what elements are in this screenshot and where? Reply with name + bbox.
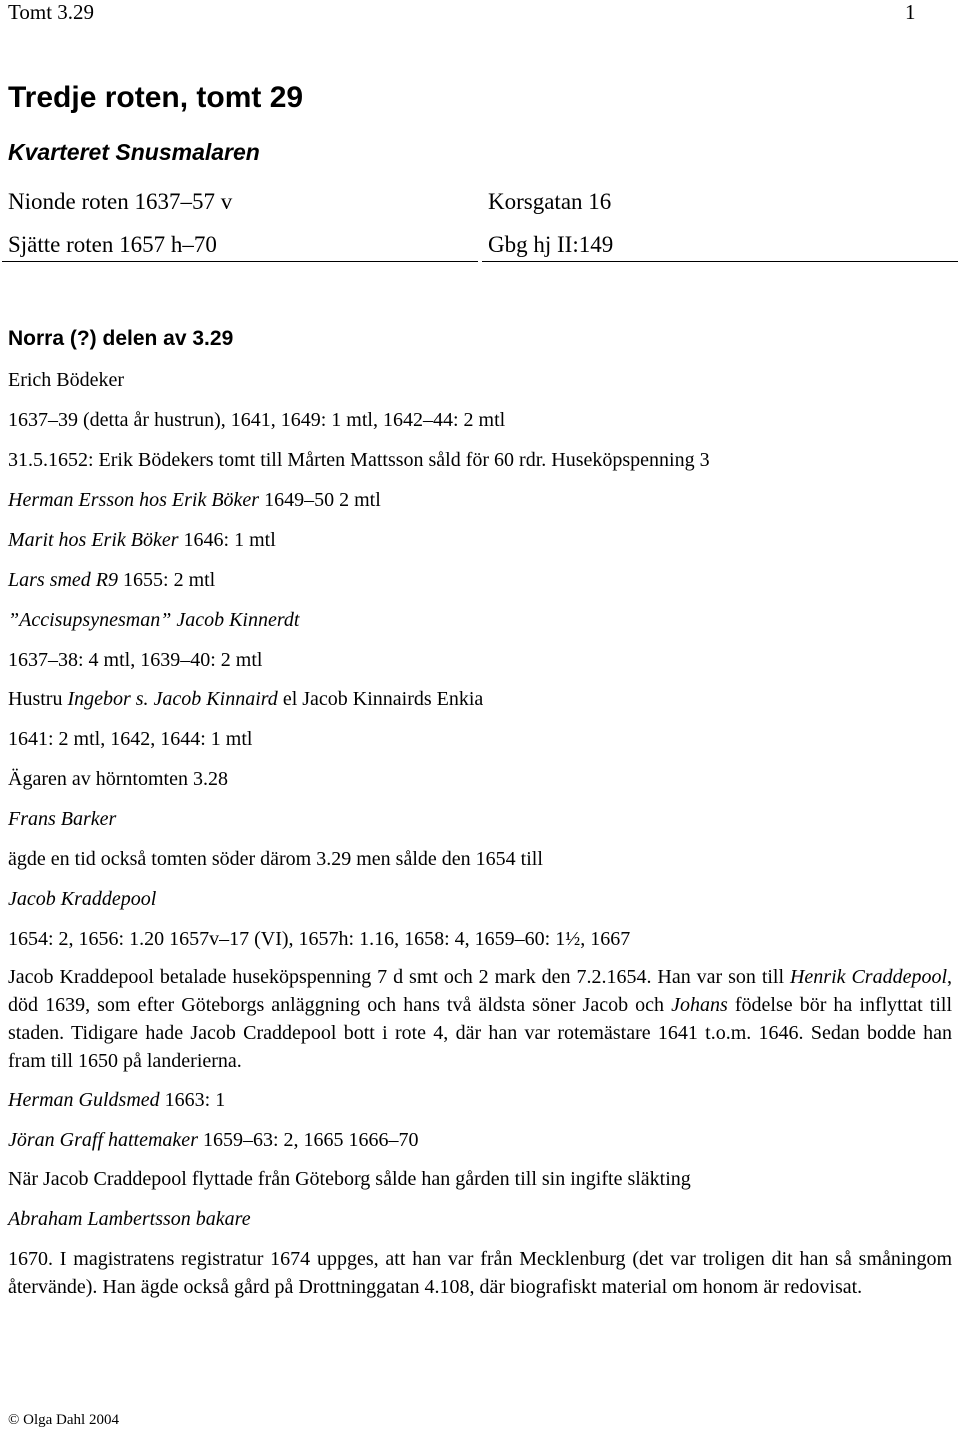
page-title: Tredje roten, tomt 29 xyxy=(8,81,304,114)
entry-line: ägde en tid också tomten söder därom 3.29 men sålde den 1654 till xyxy=(8,848,543,870)
entry-line xyxy=(8,686,483,712)
info-row2-left: Sjätte roten 1657 h–70 xyxy=(8,232,217,257)
running-header-left: Tomt 3.29 xyxy=(8,0,95,24)
page-number: 1 xyxy=(905,0,916,24)
entry-detail: el Jacob Kinnairds Enkia xyxy=(277,688,484,710)
info-underline-left xyxy=(2,261,478,262)
person-name: Ingebor s. Jacob Kinnaird xyxy=(67,688,278,710)
entry-line: Abraham Lambertsson bakare xyxy=(8,1208,251,1230)
entry-line: Frans Barker xyxy=(8,808,117,830)
entry-line: När Jacob Craddepool flyttade från Göteborg sålde han gården till sin ingifte släkting xyxy=(8,1168,691,1190)
person-name: Jöran Graff hattemaker xyxy=(8,1129,198,1151)
entry-line: 31.5.1652: Erik Bödekers tomt till Mårten Mattsson såld för 60 rdr. Huseköpspenning 3 xyxy=(8,449,710,471)
info-row1-right: Korsgatan 16 xyxy=(488,189,612,214)
entry-line xyxy=(8,567,215,593)
info-row2-right: Gbg hj II:149 xyxy=(488,232,614,257)
entry-line: Jacob Kraddepool xyxy=(8,888,157,910)
entry-line: Erich Bödeker xyxy=(8,369,125,391)
entry-detail: 1655: 2 mtl xyxy=(118,569,216,591)
entry-line: 1654: 2, 1656: 1.20 1657v–17 (VI), 1657h: 1.16, 1658: 4, 1659–60: 1½, 1667 xyxy=(8,928,631,950)
entry-detail: 1663: 1 xyxy=(159,1089,226,1111)
section-heading: Norra (?) delen av 3.29 xyxy=(8,327,234,350)
person-name: Lars smed R9 xyxy=(8,569,119,591)
page-subtitle: Kvarteret Snusmalaren xyxy=(8,139,260,165)
entry-detail: 1659–63: 2, 1665 1666–70 xyxy=(197,1129,419,1151)
entry-line xyxy=(8,1087,225,1113)
person-name: Johans xyxy=(671,994,728,1016)
entry-line: 1641: 2 mtl, 1642, 1644: 1 mtl xyxy=(8,728,253,750)
entry-detail: 1649–50 2 mtl xyxy=(259,489,381,511)
entry-line: Ägaren av hörntomten 3.28 xyxy=(8,768,228,790)
person-name: Henrik Craddepool xyxy=(789,966,948,988)
person-name: Herman Ersson hos Erik Böker xyxy=(8,489,260,511)
entry-line xyxy=(8,487,381,513)
info-underline-right xyxy=(482,261,958,262)
paragraph-lambertsson: 1670. I magistratens registratur 1674 uppges, att han var från Mecklenburg (det var troligen dit han så småningom återvände). Han ägde också gård på Drottninggatan 4.108, där biografiskt material om honom är redovisat. xyxy=(8,1248,952,1298)
entry-line: 1637–38: 4 mtl, 1639–40: 2 mtl xyxy=(8,649,263,671)
entry-detail: Hustru xyxy=(8,688,68,710)
paragraph-kraddepool: Jacob Kraddepool betalade huseköpspenning 7 d smt och 2 mark den 7.2.1654. Han var son till Henrik Craddepool, död 1639, som efter Göteborgs anläggning och hans två äldsta söner Jacob och Johans födelse bör ha inflyttat till staden. Tidigare hade Jacob Craddepool bott i rote 4, där han var rotemästare 1641 t.o.m. 1646. Sedan bodde han fram till 1650 på landerierna. xyxy=(8,966,953,1072)
entry-detail: 1646: 1 mtl xyxy=(178,529,276,551)
entry-line: 1637–39 (detta år hustrun), 1641, 1649: 1 mtl, 1642–44: 2 mtl xyxy=(8,409,506,431)
entry-line: ”Accisupsynesman” Jacob Kinnerdt xyxy=(8,609,300,631)
copyright-footer: © Olga Dahl 2004 xyxy=(8,1412,119,1428)
info-row1-left: Nionde roten 1637–57 v xyxy=(8,189,233,214)
entry-line xyxy=(8,1127,419,1153)
person-name: Herman Guldsmed xyxy=(8,1089,160,1111)
entry-line xyxy=(8,527,276,553)
person-name: Marit hos Erik Böker xyxy=(8,529,179,551)
